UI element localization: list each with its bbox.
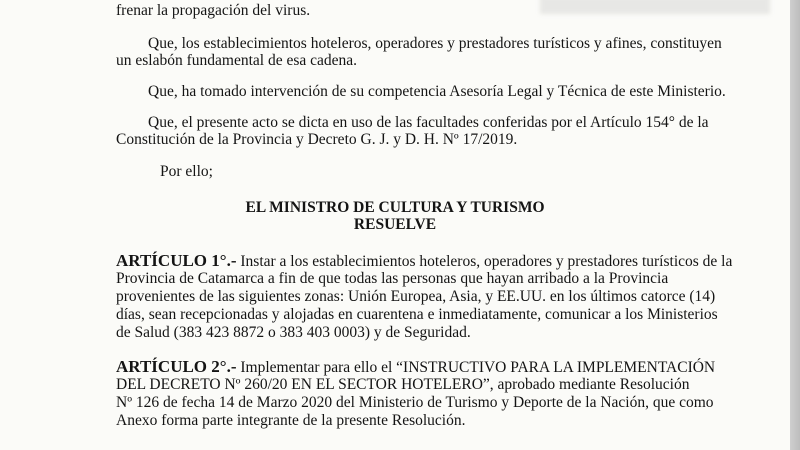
article-line: Anexo forma parte integrante de la presente Resolución.	[116, 412, 466, 429]
scan-shadow	[540, 0, 770, 14]
document-heading-subtitle: RESUELVE	[353, 216, 437, 233]
paragraph-line: Que, ha tomado intervención de su competencia Asesoría Legal y Técnica de este Ministerio.	[148, 83, 726, 100]
paragraph-line: Que, el presente acto se dicta en uso de las facultades conferidas por el Artículo 154° de la	[148, 114, 709, 131]
paragraph-line: Por ello;	[160, 163, 213, 180]
paragraph-line: un eslabón fundamental de esa cadena.	[116, 52, 358, 69]
article-1-first-line	[116, 252, 732, 271]
article-1-label: ARTÍCULO 1°.-	[116, 251, 237, 270]
article-line: Provincia de Catamarca a fin de que todas las personas que hayan arribado a la Provincia	[116, 270, 669, 287]
document-heading-title: EL MINISTRO DE CULTURA Y TURISMO	[245, 199, 545, 216]
paragraph-line: frenar la propagación del virus.	[116, 2, 311, 19]
paragraph-line: Constitución de la Provincia y Decreto G. J. y D. H. Nº 17/2019.	[116, 131, 518, 148]
article-2-label: ARTÍCULO 2°.-	[116, 357, 237, 376]
article-line: DEL DECRETO Nº 260/20 EN EL SECTOR HOTELERO”, aprobado mediante Resolución	[116, 376, 690, 393]
article-line: provenientes de las siguientes zonas: Unión Europea, Asia, y EE.UU. en los últimos catorce (14)	[116, 288, 716, 305]
paragraph-line: Que, los establecimientos hoteleros, operadores y prestadores turísticos y afines, constituyen	[148, 35, 722, 52]
page-edge	[790, 0, 800, 450]
article-2-first-line	[116, 358, 715, 377]
article-1-text: Instar a los establecimientos hoteleros, operadores y prestadores turísticos de la	[240, 253, 733, 270]
article-line: de Salud (383 423 8872 o 383 403 0003) y de Seguridad.	[116, 324, 471, 341]
article-line: Nº 126 de fecha 14 de Marzo 2020 del Ministerio de Turismo y Deporte de la Nación, que como	[116, 394, 714, 411]
article-2-text: Implementar para ello el “INSTRUCTIVO PARA LA IMPLEMENTACIÓN	[240, 359, 716, 376]
article-line: días, sean recepcionadas y alojadas en cuarentena e inmediatamente, comunicar a los Ministerios	[116, 306, 718, 323]
